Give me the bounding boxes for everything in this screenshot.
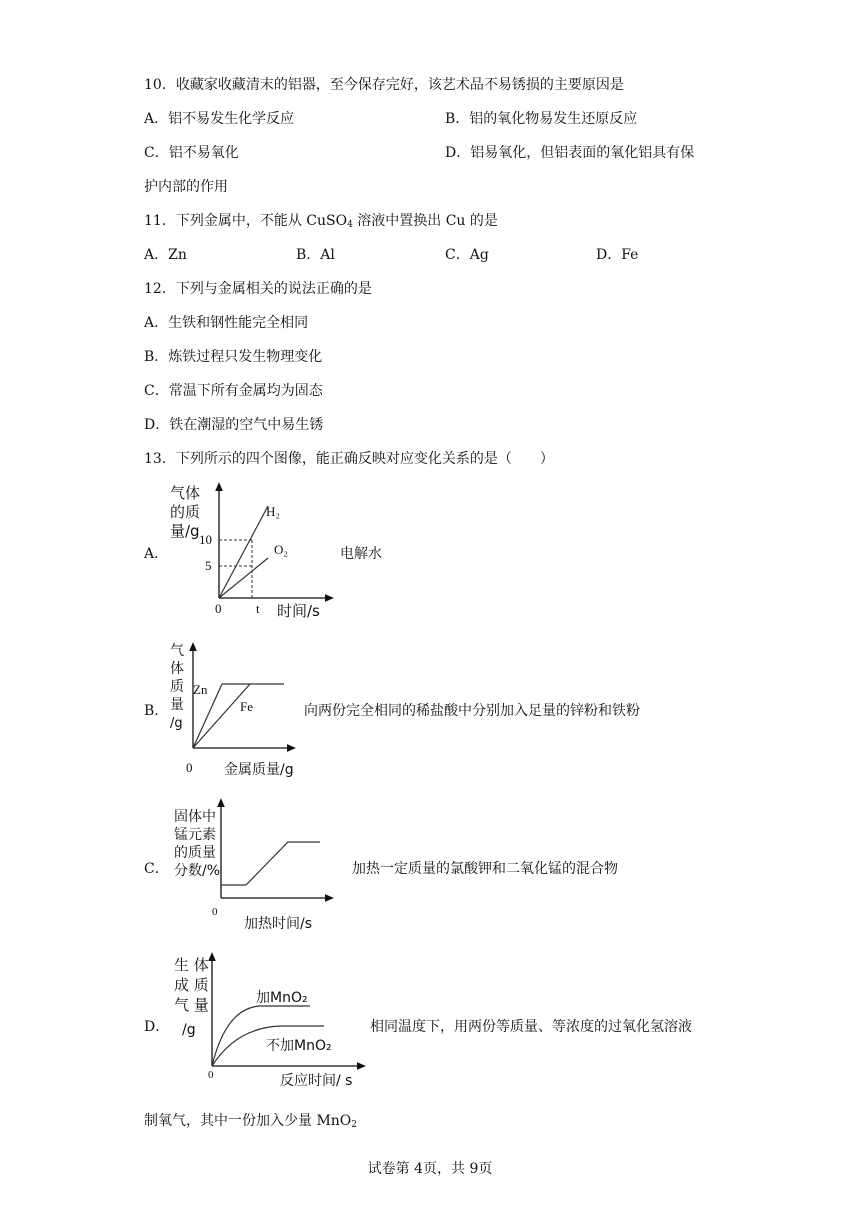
y-label-1: 气体 — [170, 484, 201, 502]
y-tick-5: 5 — [205, 558, 212, 573]
q13-graph-d — [170, 950, 370, 1090]
x-tick-t: t — [256, 601, 260, 616]
q11-option-a: A．Zn — [144, 247, 187, 263]
q12-option-c: C．常温下所有金属均为固态 — [144, 383, 323, 399]
q13-graph-a — [160, 478, 340, 623]
q13-option-a-desc: 电解水 — [340, 546, 382, 562]
origin: 0 — [208, 1069, 214, 1081]
q13-option-d-desc-continued — [144, 1110, 357, 1130]
y-label-3: 量/g — [170, 522, 200, 540]
q13-graph-c — [168, 796, 338, 936]
q11-option-c: C．Ag — [445, 247, 489, 263]
q13-stem: 13．下列所示的四个图像，能正确反映对应变化关系的是（ ） — [144, 451, 554, 467]
y-label-1: 固体中 — [174, 809, 216, 825]
q10-option-a: A．铝不易发生化学反应 — [144, 111, 295, 127]
q13-option-b-desc: 向两份完全相同的稀盐酸中分别加入足量的锌粉和铁粉 — [304, 703, 640, 719]
h2-line — [219, 506, 268, 598]
q13-option-a-letter: A． — [144, 546, 169, 562]
q13-option-c-desc: 加热一定质量的氯酸钾和二氧化锰的混合物 — [352, 861, 618, 877]
q12-stem: 12．下列与金属相关的说法正确的是 — [144, 281, 372, 297]
x-label: 金属质量/g — [224, 762, 294, 778]
y-label-4: 分数/% — [174, 863, 221, 879]
q13-option-d-letter: D． — [144, 1019, 170, 1035]
q13-graph-b — [160, 636, 310, 784]
y-label-2: 的质 — [170, 503, 201, 521]
q10-option-d: D．铝易氧化，但铝表面的氧化铝具有保 — [445, 145, 695, 161]
series-with-mno2: 加MnO₂ — [256, 990, 308, 1006]
q10-option-b: B．铝的氧化物易发生还原反应 — [445, 111, 638, 127]
origin: 0 — [212, 906, 218, 918]
q11-stem-post: 溶液中置换出 Cu 的是 — [352, 213, 498, 229]
q11-stem-pre: 11．下列金属中，不能从 CuSO — [144, 213, 348, 229]
q13-option-d-desc: 相同温度下，用两份等质量、等浓度的过氧化氢溶液 — [370, 1019, 692, 1035]
q12-option-b: B．炼铁过程只发生物理变化 — [144, 349, 323, 365]
y-label-2: 成 质 — [174, 976, 209, 994]
q11-option-b: B．Al — [296, 247, 335, 263]
series-fe: Fe — [240, 699, 253, 714]
series-without-mno2: 不加MnO₂ — [266, 1038, 332, 1054]
page-footer: 试卷第 4页，共 9页 — [367, 1161, 493, 1177]
q10-stem: 10．收藏家收藏清末的铝器，至今保存完好，该艺术品不易锈损的主要原因是 — [144, 77, 624, 93]
y-label-2: 体 — [170, 661, 184, 677]
q11-option-d: D．Fe — [596, 247, 639, 263]
q13-option-b-letter: B． — [144, 703, 169, 719]
x-label: 加热时间/s — [244, 916, 313, 932]
desc-cont-sub: 2 — [351, 1120, 358, 1130]
y-label-3: 气 量 — [174, 996, 209, 1014]
q12-option-a: A．生铁和钢性能完全相同 — [144, 315, 309, 331]
y-label-1: 生 体 — [174, 956, 209, 974]
q10-option-d-continued: 护内部的作用 — [144, 179, 228, 195]
desc-cont-pre: 制氧气，其中一份加入少量 MnO — [144, 1113, 352, 1129]
series-zn: Zn — [193, 682, 208, 697]
mn-fraction-line — [221, 842, 320, 885]
q10-option-c: C．铝不易氧化 — [144, 145, 239, 161]
y-label-5: /g — [170, 716, 183, 731]
y-label-1: 气 — [170, 643, 184, 659]
curve-with-mno2 — [212, 1006, 310, 1066]
y-label-4: /g — [182, 1022, 196, 1038]
q11-stem-sub: 4 — [347, 220, 353, 230]
x-tick-0: 0 — [215, 601, 222, 616]
q11-stem — [144, 210, 498, 230]
x-label: 反应时间/ s — [280, 1073, 353, 1089]
y-label-4: 量 — [170, 697, 184, 713]
y-label-3: 的质量 — [174, 845, 216, 861]
q12-option-d: D．铁在潮湿的空气中易生锈 — [144, 417, 324, 433]
x-label: 时间/s — [277, 602, 320, 620]
series-h2: H₂ — [266, 504, 280, 519]
q13-option-c-letter: C． — [144, 861, 169, 877]
y-label-3: 质 — [170, 679, 184, 695]
y-tick-10: 10 — [199, 532, 212, 547]
series-o2: O₂ — [274, 542, 288, 557]
o2-line — [219, 558, 268, 598]
y-label-2: 锰元素 — [174, 827, 216, 843]
origin: 0 — [186, 760, 193, 775]
